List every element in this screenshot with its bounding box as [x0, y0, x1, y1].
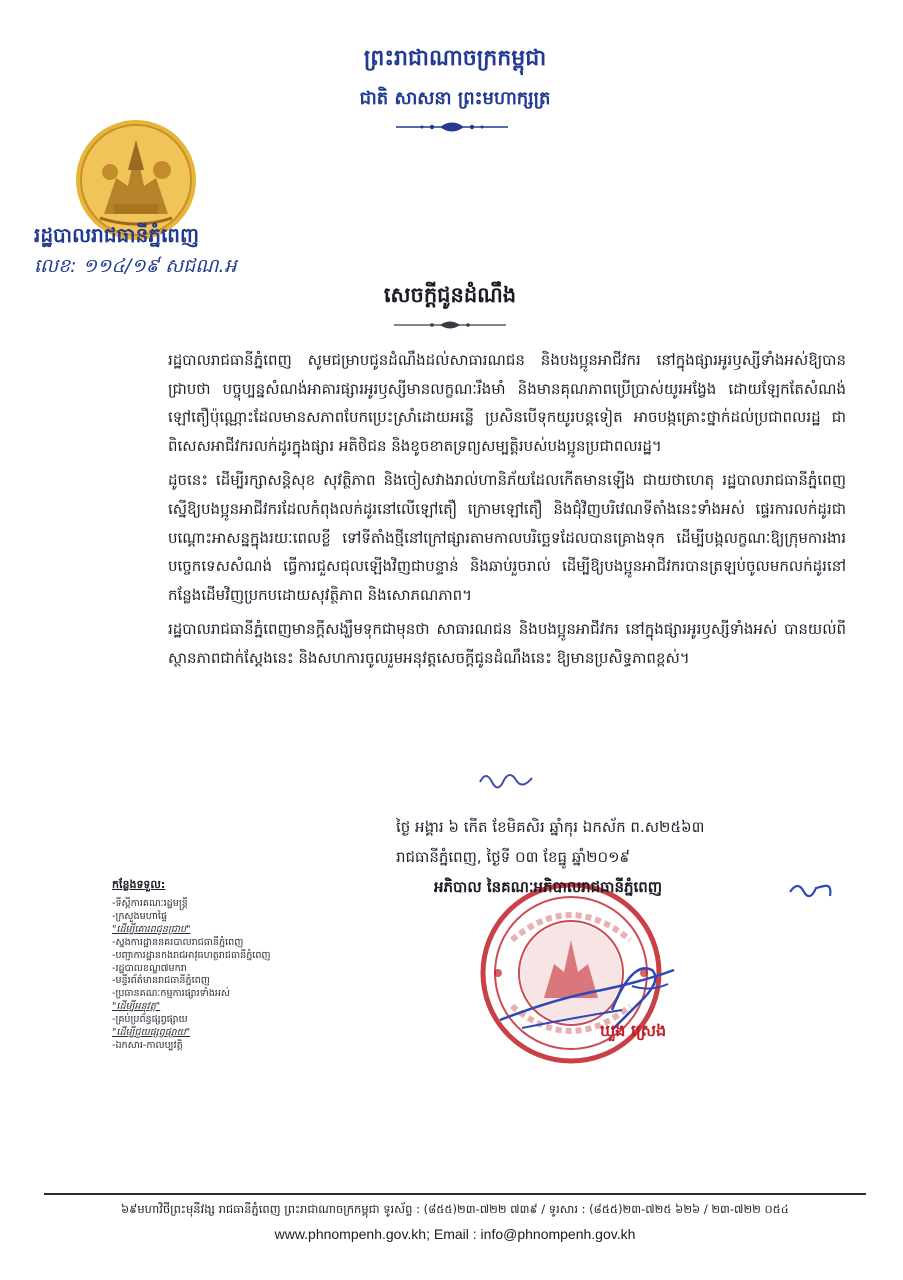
solar-date: រាជធានីភ្នំពេញ, ថ្ងៃទី ០៣ ខែធ្នូ ឆ្នាំ២០១៩	[396, 848, 631, 866]
kingdom-heading: ព្រះរាជាណាចក្រកម្ពុជា	[363, 45, 547, 71]
ornament-divider-icon	[392, 118, 512, 136]
footer-divider	[44, 1193, 866, 1195]
body-paragraph-2: ដូចនេះ ដើម្បីរក្សាសន្តិសុខ សុវត្ថិភាព និងចៀសវាងរាល់ហានិភ័យដែលកើតមានឡើង ជាយថាហេតុ រដ្ឋបាលរាជធានីភ្នំពេញ ស្នើឱ្យបងប្អូនអាជីវករដែលកំពុងលក់ដូរនៅលើឡៅតឿ ក្រោមឡៅតឿ និងជុំវិញបរិវេណទីតាំងនេះទាំងអស់ ផ្ទេរការលក់ដូរជាបណ្តោះអាសន្នក្នុងរយៈពេលខ្លី ទៅទីតាំងថ្មីនៅក្រៅផ្សារតាមកាលបរិច្ឆេទដែលបានគ្រោងទុក ដើម្បីបង្កលក្ខណៈឱ្យក្រុមការងារបច្ចេកទេសសំណង់ ធ្វើការជួសជុលឡើងវិញជាបន្ទាន់ និងឆាប់រួចរាល់ ដើម្បីឱ្យបងប្អូនអាជីវករបានត្រឡប់ចូលមកលក់ដូរនៅកន្លែងដើមវិញប្រកបដោយសុវត្ថិភាព និងសោភណភាព។	[168, 471, 846, 604]
recipient-item: "ដើម្បីជួយផ្សព្វផ្សាយ"	[112, 1027, 191, 1039]
recipient-item: -ប្រធានគណៈកម្មការផ្សារទាំងអស់	[112, 988, 231, 1000]
recipient-item: -រដ្ឋបាលខណ្ឌ៧មករា	[112, 962, 187, 974]
signatory-name: ឃួង ស្រេង	[600, 1021, 667, 1040]
footer-address: ៦៩មហាវិថីព្រះមុនីវង្ស រាជធានីភ្នំពេញ ព្រះរាជាណាចក្រកម្ពុជា ទូរស័ព្ទ : (៨៥៥)២៣-៧២២ ៧៣៩ / ទូរសារ : (៨៥៥)២៣-៧២៥ ៦២៦ / ២៣-៧២២ ០៥៤	[121, 1202, 789, 1216]
footer-contact: www.phnompenh.gov.kh; Email : info@phnompenh.gov.kh	[274, 1226, 636, 1242]
recipient-items	[112, 898, 392, 1053]
recipient-item: -ស្នងការដ្ឋាននគរបាលរាជធានីភ្នំពេញ	[112, 936, 244, 948]
signatory-title: អភិបាល នៃគណៈអភិបាលរាជធានីភ្នំពេញ	[434, 878, 663, 896]
national-motto: ជាតិ សាសនា ព្រះមហាក្សត្រ	[359, 88, 551, 109]
initials-mark-icon	[786, 878, 836, 906]
recipients-list	[112, 878, 392, 1053]
recipient-item: -ឯកសារ-កាលប្បវត្តិ	[112, 1039, 183, 1051]
recipient-item: -ក្រសួងមហាផ្ទៃ	[112, 910, 168, 922]
recipients-heading: កន្លែងទទួល:	[112, 878, 166, 891]
recipient-item: -គ្រប់ប្រព័ន្ធផ្សព្វផ្សាយ	[112, 1014, 188, 1026]
body-paragraph-1: រដ្ឋបាលរាជធានីភ្នំពេញ សូមជម្រាបជូនដំណឹងដល់សាធារណជន និងបងប្អូនអាជីវករ នៅក្នុងផ្សារអូរឫស្សីទាំងអស់ឱ្យបានជ្រាបថា បច្ចុប្បន្នសំណង់អាគារផ្សារអូរឫស្សីមានលក្ខណៈរឹងមាំ និងមានគុណភាពប្រើប្រាស់យូរអង្វែង ដោយឡែកតែសំណង់ឡៅតឿប៉ុណ្ណោះដែលមានសភាពបែកប្រេះស្រាំដោយអន្លើ ប្រសិនបើទុកយូរបន្តទៀត អាចបង្កគ្រោះថ្នាក់ដល់ប្រជាពលរដ្ឋ ជាពិសេសអាជីវករលក់ដូរក្នុងផ្សារ អតិថិជន និងខូចខាតទ្រព្យសម្បត្តិរបស់បងប្អូនប្រជាពលរដ្ឋ។	[168, 351, 846, 455]
recipient-item: -បញ្ជាការដ្ឋានកងរាជអាវុធហត្ថរាជធានីភ្នំពេញ	[112, 949, 271, 961]
handwritten-mark-icon	[476, 766, 536, 790]
body-paragraph-3: រដ្ឋបាលរាជធានីភ្នំពេញមានក្តីសង្ឃឹមទុកជាមុនថា សាធារណជន និងបងប្អូនអាជីវករ នៅក្នុងផ្សារអូរឫស្សីទាំងអស់ បានយល់ពីស្ថានភាពជាក់ស្តែងនេះ និងសហការចូលរួមអនុវត្តសេចក្តីជូនដំណឹងនេះ ឱ្យមានប្រសិទ្ធភាពខ្ពស់។	[168, 620, 846, 667]
recipient-item: -ទីស្តីការគណៈរដ្ឋមន្ត្រី	[112, 898, 188, 909]
issuer-name: រដ្ឋបាលរាជធានីភ្នំពេញ	[34, 223, 200, 247]
recipient-item: "ដើម្បីអនុវត្ត"	[112, 1001, 161, 1013]
recipient-item: -មន្ទីរព័ត៌មានរាជធានីភ្នំពេញ	[112, 975, 210, 987]
lunar-date: ថ្ងៃ អង្គារ ៦ កើត ខែមិគសិរ ឆ្នាំកុរ ឯកស័ក ព.ស២៥៦៣	[396, 818, 705, 836]
title-ornament-icon	[390, 318, 510, 332]
notice-body	[168, 346, 846, 679]
document-title: សេចក្តីជូនដំណឹង	[383, 282, 517, 307]
recipient-item: "ដើម្បីគោរពជូនជ្រាប"	[112, 923, 191, 935]
reference-number: លេខ: ១១៤/១៩ សជណ.អ	[34, 255, 237, 277]
